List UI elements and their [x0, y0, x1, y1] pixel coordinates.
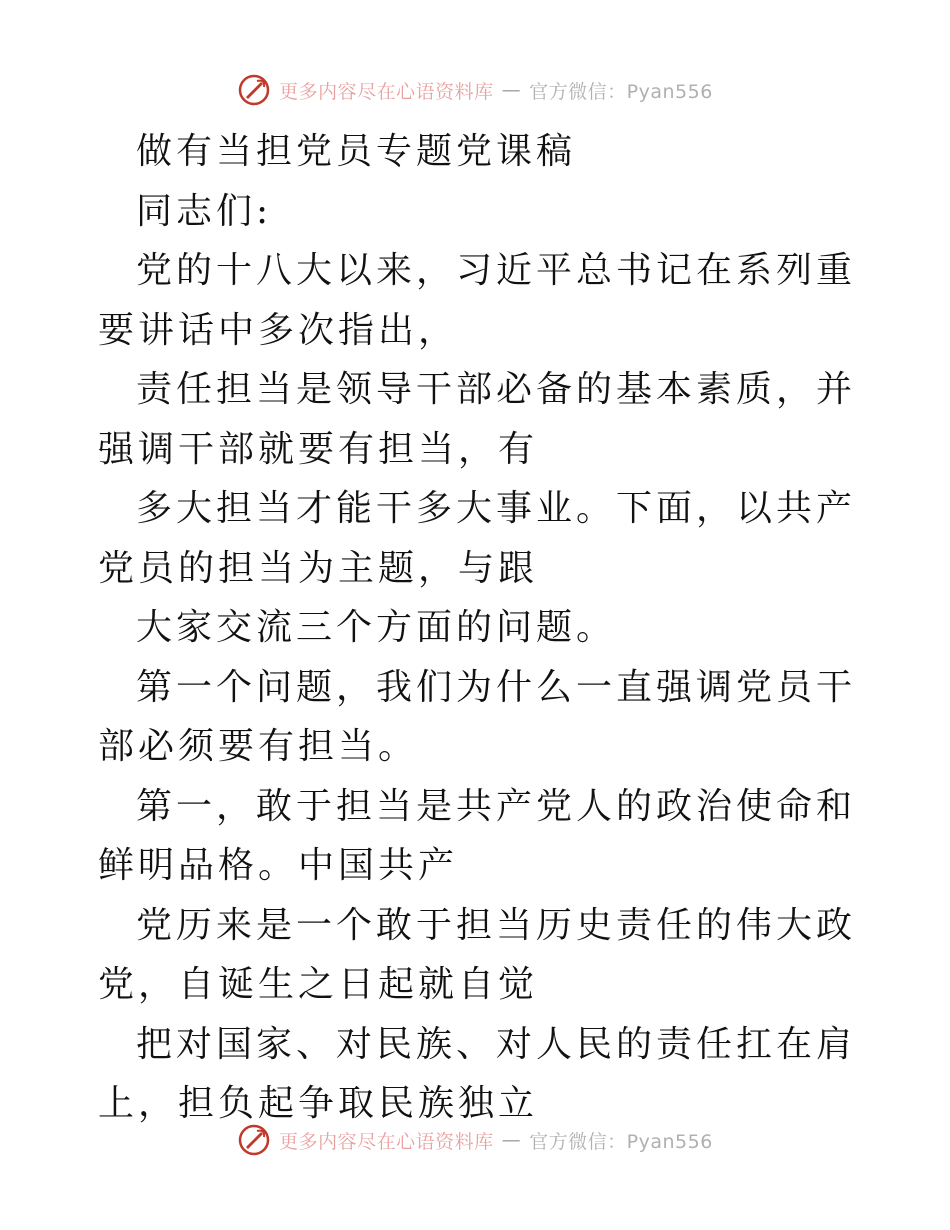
watermark-main-text: 更多内容尽在心语资料库 — [279, 1130, 494, 1153]
paragraph: 把对国家、对民族、对人民的责任扛在肩上，担负起争取民族独立 — [98, 1023, 857, 1124]
paragraph: 第一个问题，我们为什么一直强调党员干部必须要有担当。 — [98, 666, 857, 767]
footer-watermark — [0, 1120, 950, 1160]
watermark-contact-text: 官方微信：Pyan556 — [529, 1130, 713, 1153]
paragraph: 党的十八大以来，习近平总书记在系列重要讲话中多次指出， — [98, 250, 857, 351]
paragraph: 第一，敢于担当是共产党人的政治使命和鲜明品格。中国共产 — [98, 785, 857, 886]
watermark-main-text: 更多内容尽在心语资料库 — [279, 80, 494, 103]
header-watermark — [0, 70, 950, 110]
document-title: 做有当担党员专题党课稿 — [136, 131, 577, 172]
salutation: 同志们: — [136, 190, 273, 232]
watermark-separator: — — [501, 79, 522, 101]
paragraph: 党历来是一个敢于担当历史责任的伟大政党，自诞生之日起就自觉 — [98, 904, 857, 1005]
paragraph: 多大担当才能干多大事业。下面，以共产党员的担当为主题，与跟 — [98, 488, 857, 589]
watermark-separator: — — [501, 1129, 522, 1151]
paragraph: 大家交流三个方面的问题。 — [136, 607, 617, 648]
watermark-contact-text: 官方微信：Pyan556 — [529, 80, 713, 103]
document-body — [98, 122, 858, 1134]
quill-logo-icon — [237, 1123, 271, 1157]
paragraph: 责任担当是领导干部必备的基本素质，并强调干部就要有担当，有 — [98, 369, 857, 470]
quill-logo-icon — [237, 73, 271, 107]
